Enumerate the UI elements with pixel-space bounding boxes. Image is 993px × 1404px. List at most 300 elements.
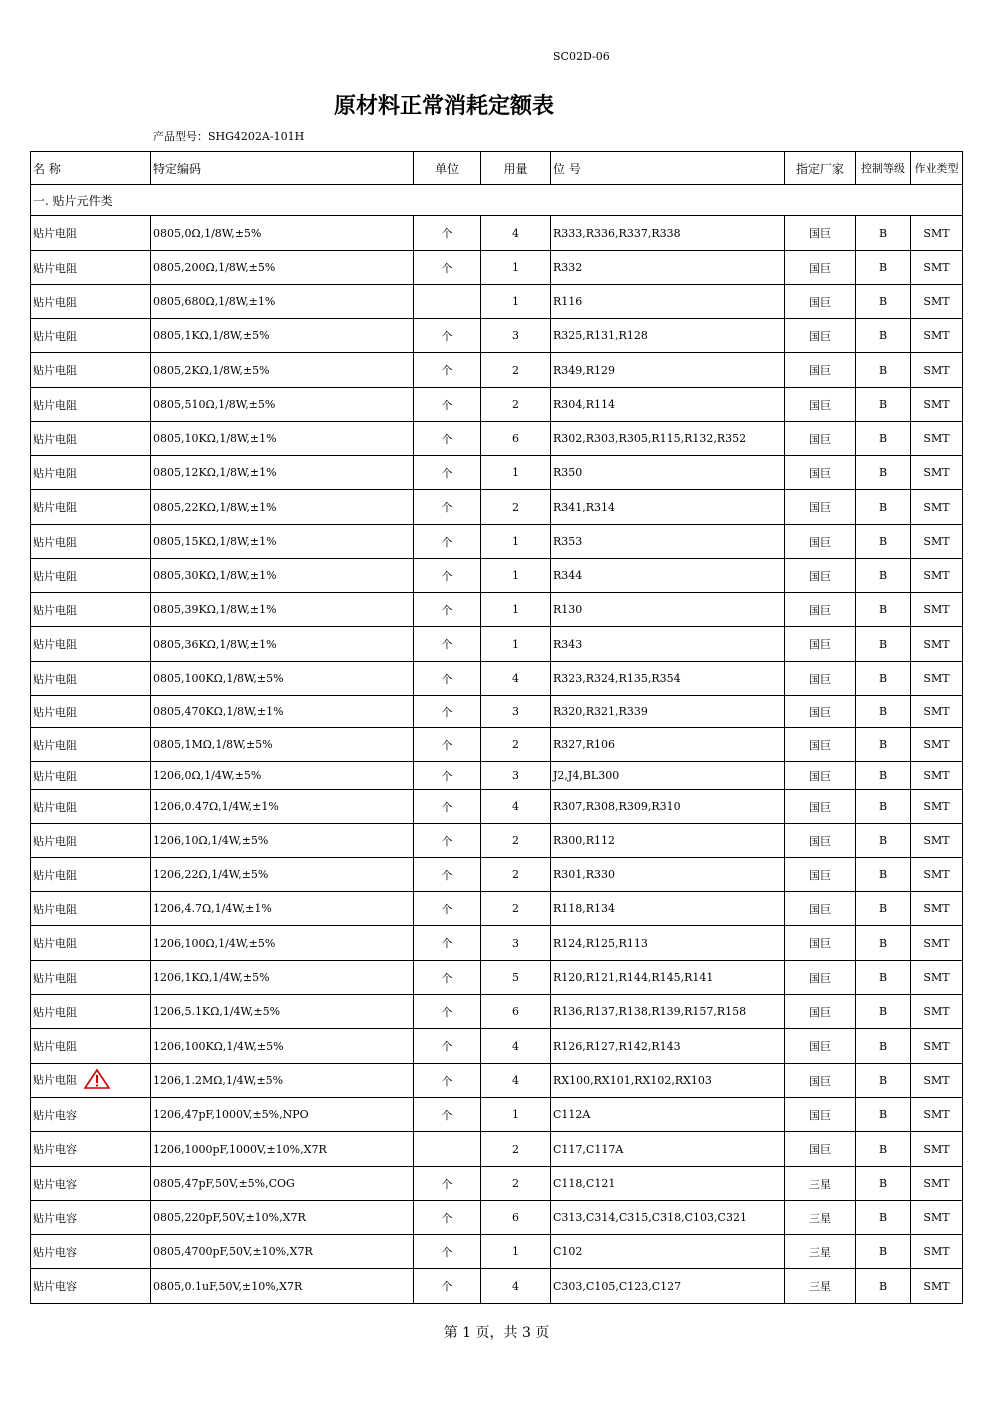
cell-position: [551, 593, 785, 627]
table-row: [31, 790, 963, 824]
table-row: [31, 1235, 963, 1269]
cell-qty: [481, 593, 551, 627]
cell-op-type-text: SMT: [923, 398, 950, 411]
cell-op-type: [911, 559, 963, 593]
cell-position-text: R124,R125,R113: [553, 936, 648, 950]
cell-spec: [151, 627, 414, 662]
cell-unit: [414, 525, 481, 559]
cell-vendor-text: 国巨: [809, 1074, 831, 1088]
cell-op-type: [911, 1098, 963, 1132]
cell-control: [856, 593, 911, 627]
cell-unit-text: 个: [441, 868, 453, 882]
cell-op-type: [911, 353, 963, 388]
cell-name: [31, 662, 151, 696]
cell-vendor-text: 国巨: [809, 501, 831, 514]
cell-op-type: [911, 961, 963, 995]
section-label: 一. 贴片元件类: [31, 185, 963, 216]
cell-position: [551, 995, 785, 1029]
cell-vendor-text: 国巨: [809, 769, 831, 783]
cell-control-text: B: [878, 637, 888, 651]
cell-qty-text: 1: [512, 261, 519, 274]
cell-qty: [481, 1167, 551, 1201]
header-unit: 单位: [414, 152, 481, 185]
cell-unit: [414, 926, 481, 961]
cell-op-type: [911, 422, 963, 456]
cell-name: [31, 961, 151, 995]
cell-spec: [151, 1029, 414, 1064]
cell-name-text: 贴片电阻: [33, 501, 77, 514]
cell-unit-text: 个: [441, 466, 453, 480]
cell-name-text: 贴片电容: [33, 1211, 77, 1225]
cell-qty: [481, 456, 551, 490]
cell-qty-text: 3: [512, 936, 519, 950]
cell-spec: [151, 961, 414, 995]
cell-spec: [151, 285, 414, 319]
cell-name: [31, 926, 151, 961]
header-spec: 特定编码: [151, 152, 414, 185]
table-row: [31, 525, 963, 559]
cell-control-text: B: [878, 1211, 888, 1224]
cell-position-text: R344: [553, 569, 583, 582]
table-row: [31, 1201, 963, 1235]
cell-position-text: R116: [553, 295, 583, 308]
cell-position: [551, 926, 785, 961]
table-row: [31, 762, 963, 790]
product-model: 产品型号：SHG4202A-101H: [153, 130, 305, 143]
cell-control: [856, 353, 911, 388]
cell-unit: [414, 490, 481, 525]
cell-control: [856, 662, 911, 696]
cell-unit: [414, 1029, 481, 1064]
cell-name: [31, 388, 151, 422]
cell-name: [31, 216, 151, 251]
cell-unit: [414, 762, 481, 790]
cell-qty-text: 4: [512, 1074, 519, 1087]
cell-spec-text: 0805,1KΩ,1/8W,±5%: [153, 329, 270, 342]
cell-vendor: [785, 824, 856, 858]
cell-unit-text: 个: [441, 902, 453, 916]
cell-qty-text: 1: [512, 603, 519, 616]
cell-vendor: [785, 1029, 856, 1064]
cell-op-type: [911, 696, 963, 728]
cell-op-type-text: SMT: [923, 769, 950, 782]
cell-op-type: [911, 1235, 963, 1269]
cell-qty-text: 4: [512, 226, 519, 240]
cell-spec: [151, 728, 414, 762]
cell-position-text: C303,C105,C123,C127: [553, 1279, 682, 1293]
cell-control-text: B: [878, 1245, 888, 1258]
cell-op-type: [911, 388, 963, 422]
cell-vendor: [785, 251, 856, 285]
cell-vendor: [785, 490, 856, 525]
cell-vendor-text: 国巨: [809, 364, 831, 377]
warning-triangle-icon: [83, 1068, 111, 1093]
cell-name-text: 贴片电阻: [33, 738, 77, 752]
cell-qty: [481, 1235, 551, 1269]
cell-vendor: [785, 892, 856, 926]
cell-unit-text: 个: [441, 501, 453, 514]
cell-name-text: 贴片电阻: [33, 295, 77, 309]
cell-control: [856, 1167, 911, 1201]
cell-op-type: [911, 762, 963, 790]
cell-qty-text: 1: [512, 295, 519, 308]
cell-unit-text: 个: [441, 705, 453, 719]
cell-qty: [481, 285, 551, 319]
cell-control: [856, 627, 911, 662]
cell-op-type: [911, 490, 963, 525]
cell-op-type-text: SMT: [923, 226, 950, 240]
cell-name: [31, 824, 151, 858]
cell-op-type-text: SMT: [923, 500, 950, 514]
cell-spec: [151, 1269, 414, 1304]
cell-unit-text: 个: [441, 329, 453, 343]
cell-name-text: 贴片电阻: [33, 329, 77, 343]
cell-vendor: [785, 926, 856, 961]
cell-spec-text: 0805,2KΩ,1/8W,±5%: [153, 363, 270, 377]
cell-op-type-text: SMT: [923, 1211, 950, 1224]
cell-op-type: [911, 790, 963, 824]
cell-vendor: [785, 696, 856, 728]
cell-unit: [414, 627, 481, 662]
cell-qty-text: 1: [512, 535, 519, 548]
table-row: [31, 858, 963, 892]
cell-vendor-text: 国巨: [809, 868, 831, 882]
cell-op-type: [911, 319, 963, 353]
cell-spec: [151, 892, 414, 926]
cell-unit: [414, 456, 481, 490]
cell-position: [551, 216, 785, 251]
cell-op-type-text: SMT: [923, 466, 950, 479]
cell-unit: [414, 559, 481, 593]
cell-spec: [151, 456, 414, 490]
cell-spec-text: 1206,1.2MΩ,1/4W,±5%: [153, 1074, 284, 1087]
cell-spec-text: 1206,0Ω,1/4W,±5%: [153, 769, 262, 782]
cell-position: [551, 1235, 785, 1269]
cell-name: [31, 790, 151, 824]
cell-unit-text: 个: [441, 638, 453, 651]
cell-op-type-text: SMT: [923, 1074, 950, 1087]
cell-position-text: R320,R321,R339: [553, 705, 648, 718]
cell-qty: [481, 1269, 551, 1304]
cell-qty: [481, 995, 551, 1029]
consumption-table: [30, 151, 963, 1304]
cell-vendor-text: 国巨: [809, 569, 831, 583]
cell-vendor: [785, 762, 856, 790]
cell-op-type-text: SMT: [923, 971, 950, 984]
cell-spec-text: 1206,22Ω,1/4W,±5%: [153, 868, 269, 881]
table-row: [31, 824, 963, 858]
cell-unit-text: 个: [441, 603, 453, 617]
cell-op-type: [911, 1269, 963, 1304]
cell-spec: [151, 422, 414, 456]
cell-op-type-text: SMT: [923, 868, 950, 881]
cell-position-text: C118,C121: [553, 1177, 616, 1190]
cell-spec-text: 0805,15KΩ,1/8W,±1%: [153, 535, 277, 548]
cell-vendor-text: 三星: [809, 1177, 831, 1191]
cell-qty: [481, 525, 551, 559]
cell-spec-text: 0805,30KΩ,1/8W,±1%: [153, 569, 277, 582]
table-row: [31, 388, 963, 422]
cell-unit-text: 个: [441, 672, 453, 686]
table-row: [31, 1269, 963, 1304]
cell-name: [31, 696, 151, 728]
cell-qty: [481, 858, 551, 892]
cell-op-type-text: SMT: [923, 432, 950, 445]
cell-op-type-text: SMT: [923, 1142, 950, 1156]
cell-spec-text: 1206,100Ω,1/4W,±5%: [153, 936, 276, 950]
cell-position: [551, 1098, 785, 1132]
cell-position-text: R341,R314: [553, 500, 616, 514]
cell-spec-text: 1206,1KΩ,1/4W,±5%: [153, 971, 270, 984]
table-row: [31, 216, 963, 251]
header-control: 控制等级: [856, 152, 911, 185]
cell-name: [31, 1167, 151, 1201]
cell-name-text: 贴片电阻: [33, 705, 77, 719]
cell-control-text: B: [878, 1074, 888, 1087]
cell-vendor: [785, 1167, 856, 1201]
cell-position-text: R300,R112: [553, 834, 616, 847]
table-row: [31, 926, 963, 961]
cell-control: [856, 456, 911, 490]
cell-name: [31, 353, 151, 388]
header-qty: 用量: [481, 152, 551, 185]
cell-control: [856, 1098, 911, 1132]
cell-control-text: B: [878, 1108, 888, 1121]
cell-name: [31, 1098, 151, 1132]
cell-position-text: C313,C314,C315,C318,C103,C321: [553, 1211, 747, 1224]
cell-qty: [481, 251, 551, 285]
cell-spec-text: 0805,0Ω,1/8W,±5%: [153, 226, 262, 240]
cell-name-text: 贴片电阻: [33, 672, 77, 686]
cell-position-text: R304,R114: [553, 398, 616, 411]
cell-unit: [414, 593, 481, 627]
cell-spec: [151, 1132, 414, 1167]
cell-unit-text: 个: [441, 1005, 453, 1019]
cell-qty-text: 2: [512, 868, 519, 881]
cell-unit: [414, 790, 481, 824]
cell-position: [551, 1167, 785, 1201]
cell-qty-text: 1: [512, 569, 519, 582]
cell-op-type: [911, 1167, 963, 1201]
cell-qty-text: 4: [512, 800, 519, 813]
cell-control: [856, 858, 911, 892]
cell-qty: [481, 926, 551, 961]
cell-name: [31, 559, 151, 593]
cell-position-text: R327,R106: [553, 738, 616, 751]
cell-vendor: [785, 728, 856, 762]
cell-position: [551, 728, 785, 762]
cell-position-text: J2,J4,BL300: [553, 769, 620, 782]
cell-qty: [481, 762, 551, 790]
cell-position-text: C112A: [553, 1108, 591, 1121]
cell-control: [856, 892, 911, 926]
cell-position: [551, 627, 785, 662]
cell-unit-text: 个: [441, 432, 453, 446]
cell-spec-text: 0805,47pF,50V,±5%,COG: [153, 1177, 295, 1190]
cell-control-text: B: [878, 1142, 888, 1156]
cell-op-type-text: SMT: [923, 936, 950, 950]
cell-unit-text: 个: [441, 769, 453, 783]
cell-vendor-text: 国巨: [809, 738, 831, 752]
cell-spec-text: 0805,220pF,50V,±10%,X7R: [153, 1211, 306, 1224]
cell-unit-text: 个: [441, 738, 453, 752]
cell-position: [551, 422, 785, 456]
cell-qty: [481, 422, 551, 456]
cell-control-text: B: [878, 329, 888, 342]
cell-unit: [414, 319, 481, 353]
cell-vendor: [785, 388, 856, 422]
cell-qty-text: 2: [512, 1142, 519, 1156]
cell-position: [551, 319, 785, 353]
cell-qty-text: 6: [512, 432, 519, 445]
cell-position-text: R332: [553, 261, 583, 274]
cell-op-type-text: SMT: [923, 1245, 950, 1258]
cell-qty: [481, 1064, 551, 1098]
cell-spec-text: 0805,100KΩ,1/8W,±5%: [153, 672, 284, 685]
cell-name: [31, 1029, 151, 1064]
cell-qty-text: 4: [512, 672, 519, 685]
table-row: [31, 892, 963, 926]
cell-qty: [481, 892, 551, 926]
cell-name-text: 贴片电阻: [33, 364, 77, 377]
cell-name: [31, 1132, 151, 1167]
cell-vendor-text: 国巨: [809, 800, 831, 814]
cell-control-text: B: [878, 1005, 888, 1018]
page-footer: 第 1 页，共 3 页: [443, 1325, 550, 1341]
header-vendor: 指定厂家: [785, 152, 856, 185]
cell-control-text: B: [878, 769, 888, 782]
cell-position: [551, 762, 785, 790]
cell-name-text: 贴片电阻: [33, 800, 77, 814]
cell-position: [551, 1132, 785, 1167]
cell-op-type: [911, 1132, 963, 1167]
cell-name-text: 贴片电阻: [33, 1005, 77, 1019]
cell-unit-text: 个: [441, 227, 453, 240]
cell-vendor: [785, 1201, 856, 1235]
cell-control-text: B: [878, 672, 888, 685]
cell-name-text: 贴片电容: [33, 1280, 77, 1293]
cell-vendor: [785, 1235, 856, 1269]
cell-position-text: R136,R137,R138,R139,R157,R158: [553, 1005, 747, 1018]
cell-op-type-text: SMT: [923, 1005, 950, 1018]
cell-control-text: B: [878, 738, 888, 751]
cell-name-text: 贴片电阻: [33, 569, 77, 583]
cell-vendor-text: 三星: [809, 1245, 831, 1259]
cell-unit: [414, 216, 481, 251]
cell-control: [856, 216, 911, 251]
cell-vendor: [785, 662, 856, 696]
cell-unit-text: 个: [441, 1211, 453, 1225]
cell-spec: [151, 353, 414, 388]
cell-position: [551, 251, 785, 285]
cell-unit-text: 个: [441, 569, 453, 583]
cell-vendor-text: 国巨: [809, 705, 831, 719]
cell-spec-text: 0805,10KΩ,1/8W,±1%: [153, 432, 277, 445]
cell-spec-text: 1206,0.47Ω,1/4W,±1%: [153, 800, 279, 813]
cell-control: [856, 824, 911, 858]
cell-spec: [151, 388, 414, 422]
cell-vendor-text: 国巨: [809, 971, 831, 985]
header-op-type: 作业类型: [911, 152, 963, 185]
table-row: [31, 422, 963, 456]
cell-vendor-text: 国巨: [809, 1143, 831, 1156]
cell-control: [856, 762, 911, 790]
cell-spec: [151, 1235, 414, 1269]
cell-control: [856, 388, 911, 422]
cell-vendor: [785, 456, 856, 490]
cell-qty: [481, 627, 551, 662]
cell-qty: [481, 961, 551, 995]
cell-control-text: B: [878, 569, 888, 582]
cell-position: [551, 525, 785, 559]
cell-control: [856, 1029, 911, 1064]
cell-op-type-text: SMT: [923, 261, 950, 274]
cell-qty-text: 2: [512, 1177, 519, 1190]
cell-control-text: B: [878, 535, 888, 548]
section-row: [31, 185, 963, 216]
cell-qty: [481, 1132, 551, 1167]
cell-qty: [481, 388, 551, 422]
cell-control-text: B: [878, 432, 888, 445]
cell-position-text: RX100,RX101,RX102,RX103: [553, 1074, 712, 1087]
cell-unit: [414, 1132, 481, 1167]
cell-name: [31, 593, 151, 627]
cell-qty: [481, 319, 551, 353]
cell-position-text: C117,C117A: [553, 1142, 624, 1156]
cell-control: [856, 319, 911, 353]
cell-position: [551, 662, 785, 696]
cell-spec: [151, 559, 414, 593]
cell-unit: [414, 696, 481, 728]
cell-qty-text: 2: [512, 834, 519, 847]
cell-qty-text: 2: [512, 902, 519, 915]
cell-op-type-text: SMT: [923, 800, 950, 813]
cell-control: [856, 728, 911, 762]
cell-position: [551, 892, 785, 926]
cell-spec-text: 1206,1000pF,1000V,±10%,X7R: [153, 1142, 327, 1156]
cell-vendor: [785, 559, 856, 593]
cell-control: [856, 559, 911, 593]
cell-unit: [414, 353, 481, 388]
cell-qty-text: 1: [512, 1245, 519, 1258]
cell-vendor: [785, 961, 856, 995]
cell-control-text: B: [878, 834, 888, 847]
cell-vendor: [785, 858, 856, 892]
cell-name: [31, 995, 151, 1029]
cell-position-text: R302,R303,R305,R115,R132,R352: [553, 432, 747, 445]
cell-vendor: [785, 627, 856, 662]
table-row: [31, 1098, 963, 1132]
cell-vendor: [785, 319, 856, 353]
cell-name-text: 贴片电容: [33, 1143, 77, 1156]
cell-op-type: [911, 1029, 963, 1064]
table-row: [31, 1167, 963, 1201]
cell-op-type: [911, 627, 963, 662]
cell-spec-text: 0805,12KΩ,1/8W,±1%: [153, 466, 277, 479]
cell-vendor: [785, 1064, 856, 1098]
table-row: [31, 696, 963, 728]
cell-unit: [414, 1235, 481, 1269]
cell-vendor-text: 国巨: [809, 638, 831, 651]
cell-control: [856, 1235, 911, 1269]
cell-unit: [414, 1064, 481, 1098]
cell-qty: [481, 662, 551, 696]
cell-name: [31, 1235, 151, 1269]
cell-op-type-text: SMT: [923, 705, 950, 718]
cell-qty-text: 1: [512, 637, 519, 651]
cell-vendor: [785, 1132, 856, 1167]
cell-unit-text: 个: [441, 1040, 453, 1053]
